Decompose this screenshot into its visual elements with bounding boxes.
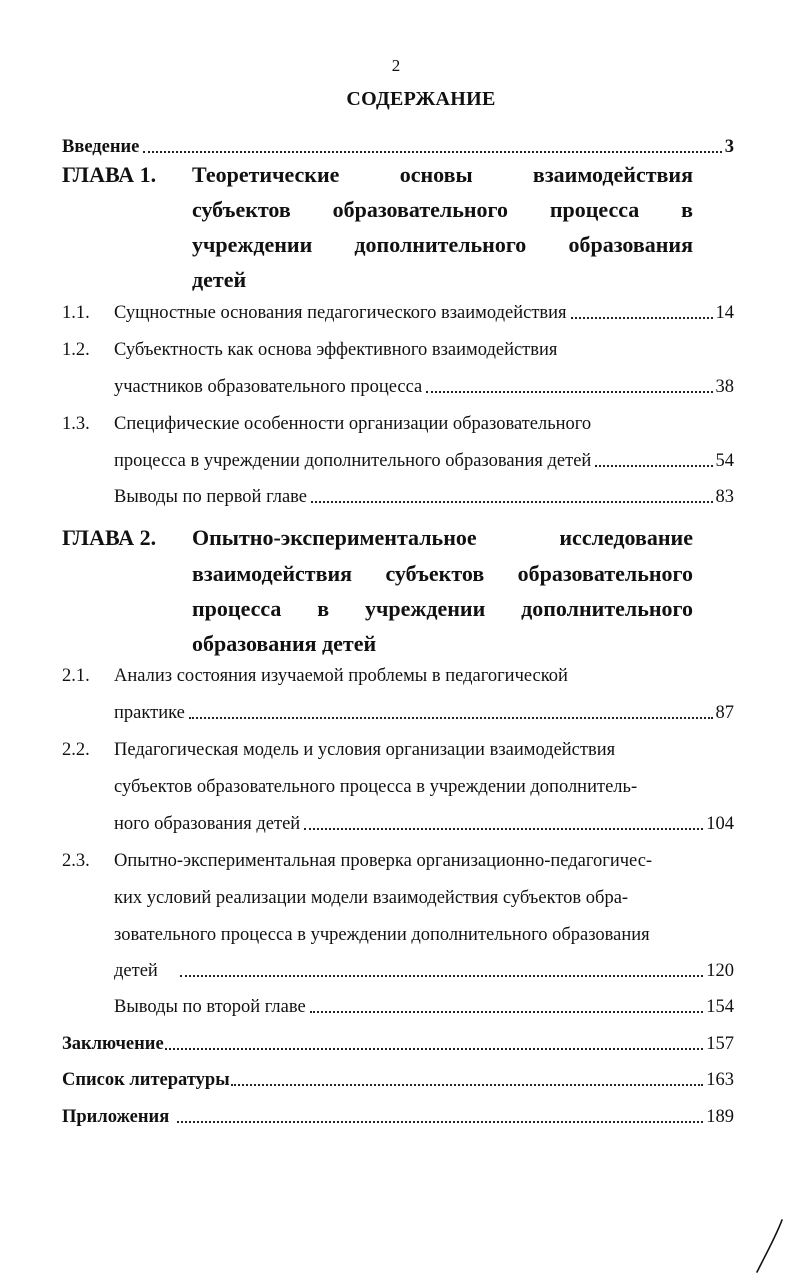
- toc-entry-page: 157: [706, 1034, 734, 1054]
- toc-entry-label: зовательного процесса в учреждении дополнительного образования: [114, 925, 650, 945]
- section-number: 1.3.: [62, 414, 90, 434]
- toc-entry-label: процесса в учреждении дополнительного образования детей: [114, 451, 592, 471]
- toc-entry-ch2-conclusions[interactable]: [114, 996, 734, 1018]
- toc-entry-1-2[interactable]: [114, 376, 734, 398]
- toc-entry-label: детей: [114, 961, 158, 981]
- chapter-2-title-line: взаимодействия субъектов образовательного: [192, 561, 693, 586]
- dot-leader: [231, 1084, 704, 1086]
- chapter-2-title-line: процесса в учреждении дополнительного: [192, 596, 693, 621]
- dot-leader: [177, 1121, 703, 1123]
- chapter-2-label: ГЛАВА 2.: [62, 525, 157, 550]
- toc-entry-page: 54: [715, 451, 734, 471]
- toc-entry-label: Опытно-экспериментальная проверка организационно-педагогичес-: [114, 851, 653, 871]
- toc-entry-label: ких условий реализации модели взаимодействия субъектов обра-: [114, 888, 629, 908]
- toc-entry-page: 38: [715, 377, 734, 397]
- toc-entry-label: Выводы по второй главе: [114, 997, 306, 1017]
- toc-entry-page: 189: [706, 1107, 734, 1127]
- section-number: 2.1.: [62, 666, 90, 686]
- toc-entry-label: субъектов образовательного процесса в учреждении дополнитель-: [114, 777, 638, 797]
- toc-entry-page: 14: [715, 303, 734, 323]
- chapter-1-title-line: субъектов образовательного процесса в: [192, 197, 693, 222]
- toc-entry-appendices[interactable]: [62, 1106, 734, 1128]
- dot-leader: [571, 317, 713, 319]
- section-number: 1.1.: [62, 303, 90, 323]
- section-number: 1.2.: [62, 340, 90, 360]
- dot-leader: [189, 717, 713, 719]
- dot-leader: [311, 501, 712, 503]
- toc-entry-2-1[interactable]: [114, 702, 734, 724]
- toc-entry-intro[interactable]: [62, 136, 734, 158]
- toc-entry-label: Введение: [62, 137, 140, 157]
- chapter-1-title-line: Теоретические основы взаимодействия: [192, 162, 693, 187]
- dot-leader: [595, 465, 712, 467]
- page-number: 2: [391, 56, 401, 75]
- toc-entry-label: практике: [114, 703, 185, 723]
- toc-entry-page: 83: [715, 487, 734, 507]
- toc-entry-label: Анализ состояния изучаемой проблемы в педагогической: [114, 666, 568, 686]
- toc-entry-label: Список литературы: [62, 1070, 230, 1090]
- toc-entry-references[interactable]: [62, 1069, 734, 1091]
- toc-entry-page: 3: [724, 137, 734, 157]
- toc-entry-conclusion[interactable]: [62, 1033, 734, 1055]
- dot-leader: [180, 975, 703, 977]
- dot-leader: [310, 1011, 704, 1013]
- toc-entry-2-3[interactable]: [114, 960, 734, 982]
- toc-entry-page: 87: [715, 703, 734, 723]
- chapter-1-title-line: детей: [192, 267, 247, 292]
- toc-entry-1-3[interactable]: [114, 450, 734, 472]
- toc-entry-ch1-conclusions[interactable]: [114, 486, 734, 508]
- pen-stroke-mark: [754, 1218, 784, 1274]
- toc-entry-page: 163: [706, 1070, 734, 1090]
- toc-entry-label: Заключение: [62, 1034, 164, 1054]
- toc-entry-label: участников образовательного процесса: [114, 377, 423, 397]
- dot-leader: [426, 391, 712, 393]
- toc-entry-page: 154: [706, 997, 734, 1017]
- dot-leader: [304, 828, 703, 830]
- toc-entry-label: Выводы по первой главе: [114, 487, 308, 507]
- toc-entry-label: Педагогическая модель и условия организации взаимодействия: [114, 740, 616, 760]
- toc-entry-page: 120: [706, 961, 734, 981]
- toc-entry-page: 104: [706, 814, 734, 834]
- chapter-1-title-line: учреждении дополнительного образования: [192, 232, 693, 257]
- toc-entry-1-1[interactable]: [114, 302, 734, 324]
- dot-leader: [143, 151, 721, 153]
- dot-leader: [165, 1048, 704, 1050]
- section-number: 2.3.: [62, 851, 90, 871]
- chapter-2-title-line: образования детей: [192, 631, 377, 656]
- toc-entry-label: Приложения: [62, 1107, 170, 1127]
- toc-entry-label: Субъектность как основа эффективного взаимодействия: [114, 340, 558, 360]
- section-number: 2.2.: [62, 740, 90, 760]
- toc-entry-label: ного образования детей: [114, 814, 301, 834]
- toc-entry-label: Специфические особенности организации образовательного: [114, 414, 592, 434]
- toc-entry-label: Сущностные основания педагогического взаимодействия: [114, 303, 567, 323]
- chapter-1-label: ГЛАВА 1.: [62, 162, 157, 187]
- chapter-2-title-line: Опытно-экспериментальное исследование: [192, 525, 693, 550]
- toc-entry-2-2[interactable]: [114, 813, 734, 835]
- toc-title: СОДЕРЖАНИЕ: [346, 88, 496, 110]
